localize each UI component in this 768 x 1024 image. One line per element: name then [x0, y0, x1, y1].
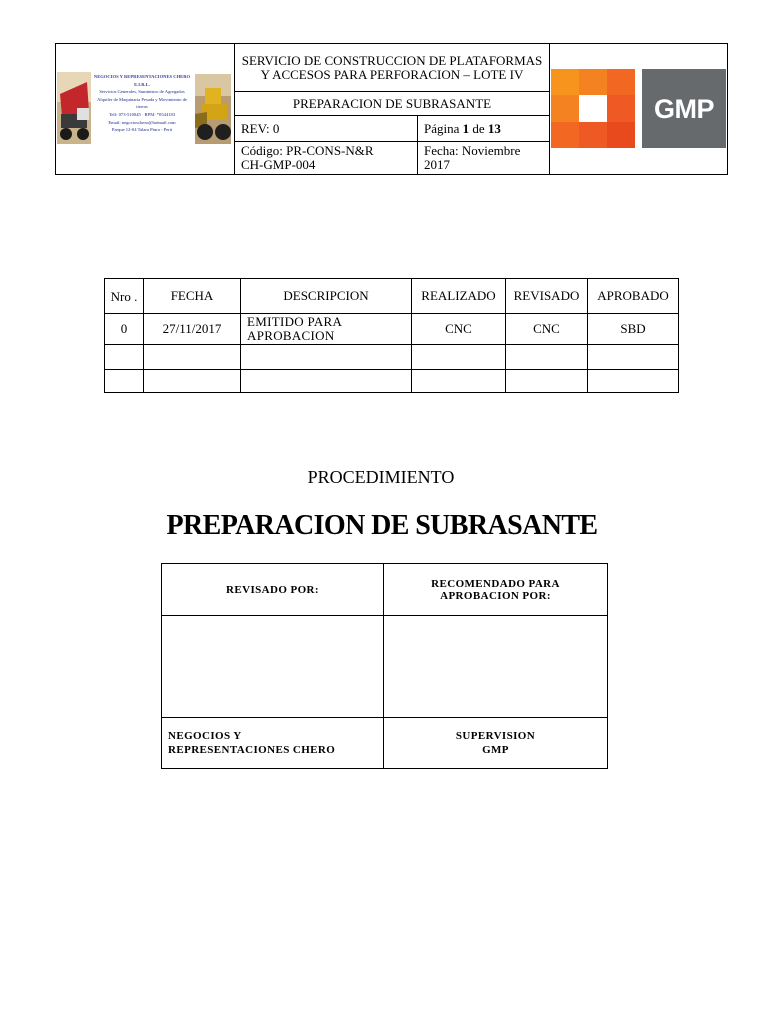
- document-header: [55, 43, 728, 175]
- rev-text: REV: 0: [241, 120, 280, 136]
- col-header: [412, 279, 506, 314]
- reviewer-entity-text: NEGOCIOS Y REPRESENTACIONES CHERO: [168, 730, 336, 756]
- col-header: [105, 279, 144, 314]
- document-title: PREPARACION DE SUBRASANTE: [166, 510, 598, 541]
- table-cell: [412, 345, 506, 370]
- subtitle-cell: [235, 92, 550, 116]
- reviewed-by-label: REVISADO POR:: [226, 583, 319, 596]
- rev-cell: [235, 116, 418, 142]
- service-title: [235, 44, 550, 92]
- header-revisado: REVISADO: [513, 288, 580, 303]
- date-cell: [418, 142, 550, 175]
- code-cell: [235, 142, 418, 175]
- page-total: 13: [487, 120, 501, 136]
- table-cell: [144, 370, 241, 393]
- company-line: Servicios Generales, Suministro de Agregados: [99, 89, 185, 95]
- table-cell: [412, 370, 506, 393]
- header-realizado: REALIZADO: [421, 288, 496, 303]
- approval-footer-row: [162, 718, 608, 769]
- table-row: [105, 345, 679, 370]
- company-info-text: [92, 73, 192, 134]
- reviewed-by-header: [162, 564, 384, 616]
- dump-truck-image: [57, 72, 91, 144]
- company-line: Alquiler de Maquinaria Pesada y Movimiento de tierras: [97, 96, 187, 110]
- revision-table: [104, 278, 679, 393]
- table-cell: 27/11/2017: [144, 314, 241, 345]
- table-cell: CNC: [412, 314, 506, 345]
- service-title-text: SERVICIO DE CONSTRUCCION DE PLATAFORMAS Y ACCESOS PARA PERFORACION – LOTE IV: [241, 52, 543, 82]
- table-row: [105, 314, 679, 345]
- table-cell: [588, 370, 679, 393]
- recommender-entity: [384, 718, 608, 769]
- approval-header-row: [162, 564, 608, 616]
- recommended-by-label: RECOMENDADO PARA APROBACION POR:: [431, 577, 560, 602]
- page-cell: [418, 116, 550, 142]
- reviewer-entity: [162, 718, 384, 769]
- table-cell: EMITIDO PARA APROBACION: [241, 314, 412, 345]
- col-header: [241, 279, 412, 314]
- company-line: Telf: 073-510045 · RPM: *0544183: [108, 111, 176, 117]
- page-prefix: Página: [424, 120, 463, 136]
- signature-box-reviewed: [162, 616, 384, 718]
- col-header: [588, 279, 679, 314]
- gmp-logo-text: GMP: [642, 69, 726, 148]
- wheel-loader-image: [195, 74, 231, 144]
- code-line: CH-GMP-004: [241, 157, 316, 172]
- subtitle-text: PREPARACION DE SUBRASANTE: [292, 95, 492, 111]
- chero-logo: [56, 70, 234, 146]
- table-cell: [144, 345, 241, 370]
- page-current: 1: [462, 120, 470, 136]
- table-cell: [506, 370, 588, 393]
- date-line: Fecha: Noviembre: [424, 143, 521, 158]
- table-cell: CNC: [506, 314, 588, 345]
- gmp-orange-grid-icon: [551, 69, 635, 148]
- table-cell: [105, 370, 144, 393]
- col-header: [506, 279, 588, 314]
- revision-header-row: [105, 279, 679, 314]
- code-line: Código: PR-CONS-N&R: [241, 143, 374, 158]
- header-descripcion: DESCRIPCION: [283, 288, 369, 303]
- table-cell: [105, 345, 144, 370]
- signature-box-recommended: [384, 616, 608, 718]
- table-cell: [588, 345, 679, 370]
- table-cell: 0: [105, 314, 144, 345]
- page-of: de: [469, 120, 488, 136]
- header-fecha: FECHA: [170, 288, 214, 303]
- date-line: 2017: [424, 157, 450, 172]
- approval-table: [161, 563, 608, 769]
- header-nro: Nro .: [110, 288, 138, 304]
- table-cell: [241, 370, 412, 393]
- table-cell: [506, 345, 588, 370]
- company-line: Parque 12-04 Talara Piura - Perú: [111, 127, 173, 133]
- table-cell: SBD: [588, 314, 679, 345]
- recommender-entity-text: SUPERVISION GMP: [455, 730, 536, 756]
- header-aprobado: APROBADO: [597, 288, 669, 303]
- recommended-by-header: [384, 564, 608, 616]
- table-row: [105, 370, 679, 393]
- company-line: Email: negocioschero@hotmail.com: [108, 119, 176, 125]
- company-logo-cell: [56, 44, 235, 175]
- company-name: NEGOCIOS Y REPRESENTACIONES CHERO E.I.R.L.: [93, 74, 191, 87]
- signature-row: [162, 616, 608, 718]
- gmp-logo-cell: [550, 44, 728, 175]
- table-cell: [241, 345, 412, 370]
- col-header: [144, 279, 241, 314]
- procedure-label: PROCEDIMIENTO: [307, 467, 455, 487]
